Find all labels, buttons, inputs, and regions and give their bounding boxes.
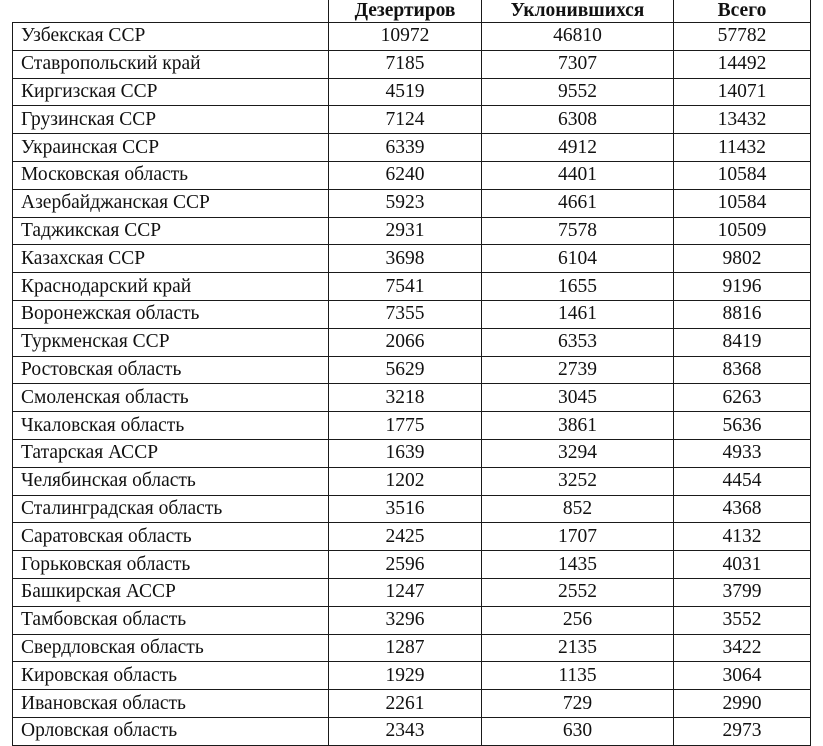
total-cell: 9802 — [674, 245, 811, 273]
deserters-cell: 5629 — [329, 356, 482, 384]
deserters-cell: 1247 — [329, 578, 482, 606]
table-row — [13, 78, 811, 106]
total-cell: 6263 — [674, 384, 811, 412]
header-deserters: Дезертиров — [329, 0, 482, 23]
deserters-cell: 3698 — [329, 245, 482, 273]
total-cell: 2973 — [674, 717, 811, 745]
evaders-cell: 6353 — [482, 328, 674, 356]
region-cell: Узбекская ССР — [13, 23, 329, 51]
header-row — [13, 0, 811, 23]
deserters-cell: 5923 — [329, 189, 482, 217]
table-row — [13, 161, 811, 189]
total-cell: 10584 — [674, 189, 811, 217]
evaders-cell: 2552 — [482, 578, 674, 606]
deserters-cell: 1775 — [329, 412, 482, 440]
table-row — [13, 50, 811, 78]
deserters-table — [12, 0, 811, 746]
deserters-cell: 10972 — [329, 23, 482, 51]
evaders-cell: 3294 — [482, 439, 674, 467]
table-row — [13, 717, 811, 745]
total-cell: 14492 — [674, 50, 811, 78]
evaders-cell: 2135 — [482, 634, 674, 662]
deserters-cell: 7541 — [329, 273, 482, 301]
table-row — [13, 634, 811, 662]
table-row — [13, 523, 811, 551]
region-cell: Смоленская область — [13, 384, 329, 412]
deserters-cell: 3296 — [329, 606, 482, 634]
deserters-cell: 1287 — [329, 634, 482, 662]
region-cell: Чкаловская область — [13, 412, 329, 440]
region-cell: Украинская ССР — [13, 134, 329, 162]
evaders-cell: 7307 — [482, 50, 674, 78]
evaders-cell: 630 — [482, 717, 674, 745]
table-row — [13, 245, 811, 273]
total-cell: 9196 — [674, 273, 811, 301]
table-row — [13, 134, 811, 162]
total-cell: 3799 — [674, 578, 811, 606]
evaders-cell: 4661 — [482, 189, 674, 217]
deserters-cell: 4519 — [329, 78, 482, 106]
deserters-cell: 2261 — [329, 690, 482, 718]
table-row — [13, 300, 811, 328]
deserters-cell: 1202 — [329, 467, 482, 495]
table-row — [13, 217, 811, 245]
total-cell: 4132 — [674, 523, 811, 551]
evaders-cell: 7578 — [482, 217, 674, 245]
table-body — [13, 23, 811, 746]
evaders-cell: 1435 — [482, 551, 674, 579]
evaders-cell: 852 — [482, 495, 674, 523]
table-row — [13, 412, 811, 440]
evaders-cell: 4401 — [482, 161, 674, 189]
deserters-cell: 6339 — [329, 134, 482, 162]
table-row — [13, 356, 811, 384]
deserters-cell: 3516 — [329, 495, 482, 523]
evaders-cell: 6104 — [482, 245, 674, 273]
region-cell: Сталинградская область — [13, 495, 329, 523]
region-cell: Ростовская область — [13, 356, 329, 384]
region-cell: Орловская область — [13, 717, 329, 745]
evaders-cell: 46810 — [482, 23, 674, 51]
total-cell: 13432 — [674, 106, 811, 134]
deserters-cell: 2596 — [329, 551, 482, 579]
table-row — [13, 189, 811, 217]
evaders-cell: 1707 — [482, 523, 674, 551]
region-cell: Московская область — [13, 161, 329, 189]
table-row — [13, 690, 811, 718]
total-cell: 14071 — [674, 78, 811, 106]
total-cell: 3552 — [674, 606, 811, 634]
evaders-cell: 256 — [482, 606, 674, 634]
evaders-cell: 3045 — [482, 384, 674, 412]
total-cell: 4031 — [674, 551, 811, 579]
table-row — [13, 467, 811, 495]
region-cell: Туркменская ССР — [13, 328, 329, 356]
region-cell: Горьковская область — [13, 551, 329, 579]
table-row — [13, 551, 811, 579]
header-total: Всего — [674, 0, 811, 23]
region-cell: Азербайджанская ССР — [13, 189, 329, 217]
deserters-cell: 2343 — [329, 717, 482, 745]
deserters-cell: 7355 — [329, 300, 482, 328]
region-cell: Казахская ССР — [13, 245, 329, 273]
deserters-cell: 2425 — [329, 523, 482, 551]
total-cell: 8368 — [674, 356, 811, 384]
total-cell: 10509 — [674, 217, 811, 245]
table-row — [13, 495, 811, 523]
deserters-cell: 1639 — [329, 439, 482, 467]
deserters-cell: 2931 — [329, 217, 482, 245]
evaders-cell: 729 — [482, 690, 674, 718]
deserters-cell: 7124 — [329, 106, 482, 134]
total-cell: 3422 — [674, 634, 811, 662]
table-row — [13, 439, 811, 467]
region-cell: Ивановская область — [13, 690, 329, 718]
region-cell: Свердловская область — [13, 634, 329, 662]
region-cell: Ставропольский край — [13, 50, 329, 78]
table-row — [13, 106, 811, 134]
evaders-cell: 1135 — [482, 662, 674, 690]
table-row — [13, 606, 811, 634]
table-row — [13, 384, 811, 412]
region-cell: Башкирская АССР — [13, 578, 329, 606]
region-cell: Грузинская ССР — [13, 106, 329, 134]
table-row — [13, 662, 811, 690]
table-row — [13, 578, 811, 606]
total-cell: 2990 — [674, 690, 811, 718]
total-cell: 4933 — [674, 439, 811, 467]
total-cell: 10584 — [674, 161, 811, 189]
evaders-cell: 1655 — [482, 273, 674, 301]
total-cell: 4368 — [674, 495, 811, 523]
region-cell: Краснодарский край — [13, 273, 329, 301]
region-cell: Кировская область — [13, 662, 329, 690]
evaders-cell: 3861 — [482, 412, 674, 440]
deserters-cell: 3218 — [329, 384, 482, 412]
evaders-cell: 2739 — [482, 356, 674, 384]
evaders-cell: 1461 — [482, 300, 674, 328]
header-evaders: Уклонившихся — [482, 0, 674, 23]
header-region — [13, 0, 329, 23]
region-cell: Воронежская область — [13, 300, 329, 328]
total-cell: 3064 — [674, 662, 811, 690]
total-cell: 5636 — [674, 412, 811, 440]
table-row — [13, 328, 811, 356]
table-row — [13, 273, 811, 301]
total-cell: 11432 — [674, 134, 811, 162]
total-cell: 8419 — [674, 328, 811, 356]
region-cell: Таджикская ССР — [13, 217, 329, 245]
deserters-cell: 6240 — [329, 161, 482, 189]
total-cell: 8816 — [674, 300, 811, 328]
evaders-cell: 6308 — [482, 106, 674, 134]
table-row — [13, 23, 811, 51]
region-cell: Тамбовская область — [13, 606, 329, 634]
deserters-cell: 2066 — [329, 328, 482, 356]
total-cell: 57782 — [674, 23, 811, 51]
evaders-cell: 4912 — [482, 134, 674, 162]
deserters-cell: 7185 — [329, 50, 482, 78]
region-cell: Киргизская ССР — [13, 78, 329, 106]
evaders-cell: 9552 — [482, 78, 674, 106]
total-cell: 4454 — [674, 467, 811, 495]
region-cell: Татарская АССР — [13, 439, 329, 467]
region-cell: Челябинская область — [13, 467, 329, 495]
evaders-cell: 3252 — [482, 467, 674, 495]
deserters-cell: 1929 — [329, 662, 482, 690]
region-cell: Саратовская область — [13, 523, 329, 551]
